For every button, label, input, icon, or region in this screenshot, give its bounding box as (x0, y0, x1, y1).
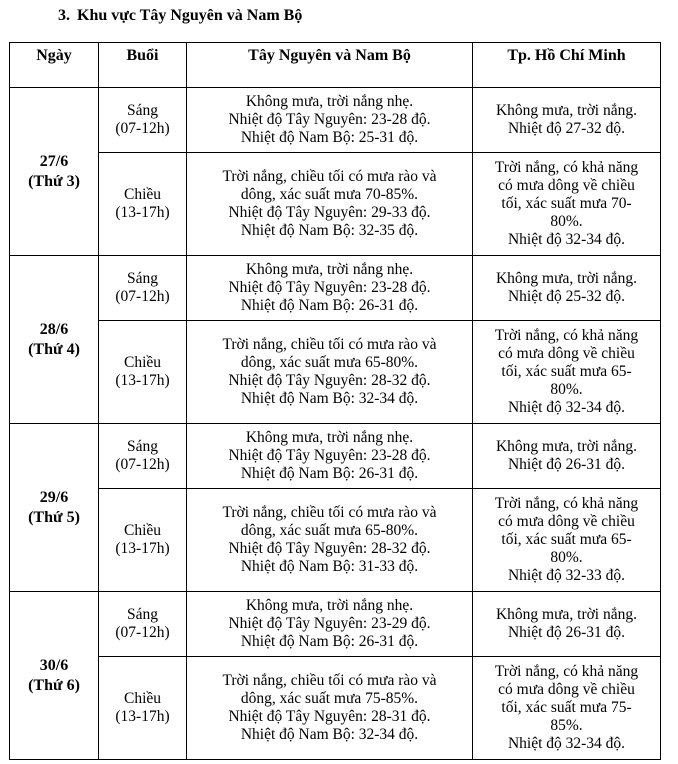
day-cell (10, 424, 99, 592)
region-forecast-line: Nhiệt độ Nam Bộ: 26-31 độ. (240, 465, 419, 482)
day-weekday: (Thứ 3) (28, 172, 80, 190)
forecast-body (10, 88, 661, 760)
region-forecast-line: Nhiệt độ Nam Bộ: 26-31 độ. (240, 297, 419, 314)
header-region: Tây Nguyên và Nam Bộ (187, 43, 473, 88)
day-date: 29/6 (39, 488, 69, 506)
day-cell (10, 256, 99, 424)
section-title: Khu vực Tây Nguyên và Nam Bộ (77, 7, 303, 24)
hcm-forecast-line: có mưa dông về chiều (498, 513, 635, 530)
hcm-forecast-cell (473, 424, 661, 489)
session-label: Sáng (127, 102, 158, 119)
region-forecast-line: dông, xác suất mưa 65-80%. (240, 354, 419, 371)
region-forecast-line: Không mưa, trời nắng nhẹ. (245, 429, 414, 446)
day-weekday: (Thứ 4) (28, 340, 80, 358)
hcm-forecast-line: 85%. (550, 717, 583, 734)
region-forecast-line: Nhiệt độ Tây Nguyên: 29-33 độ. (228, 204, 431, 221)
hcm-forecast-line: Nhiệt độ 32-34 độ. (507, 735, 626, 752)
table-row-morning (10, 256, 661, 321)
region-forecast-line: dông, xác suất mưa 65-80%. (240, 522, 419, 539)
hcm-forecast-line: 80%. (550, 381, 583, 398)
hcm-forecast-line: Trời nắng, có khả năng (494, 159, 639, 176)
region-forecast-cell (187, 256, 473, 321)
region-forecast-line: Nhiệt độ Tây Nguyên: 23-28 độ. (228, 279, 431, 296)
region-forecast-line: Trời nắng, chiều tối có mưa rào và (222, 168, 437, 185)
session-label: Chiều (123, 354, 162, 371)
region-forecast-cell (187, 88, 473, 153)
hcm-forecast-line: Không mưa, trời nắng. (495, 270, 637, 287)
hcm-forecast-line: tối, xác suất mưa 70- (501, 195, 632, 212)
session-hours: (13-17h) (115, 708, 170, 725)
session-cell (99, 88, 187, 153)
hcm-forecast-cell (473, 88, 661, 153)
header-hcm: Tp. Hồ Chí Minh (473, 43, 661, 88)
region-forecast-cell (187, 657, 473, 760)
session-hours: (07-12h) (115, 624, 170, 641)
session-cell (99, 657, 187, 760)
session-label: Chiều (123, 186, 162, 203)
region-forecast-line: Trời nắng, chiều tối có mưa rào và (222, 504, 437, 521)
hcm-forecast-cell (473, 657, 661, 760)
hcm-forecast-line: tối, xác suất mưa 65- (501, 363, 632, 380)
section-heading (58, 6, 302, 26)
region-forecast-line: Nhiệt độ Tây Nguyên: 23-28 độ. (228, 447, 431, 464)
day-weekday: (Thứ 5) (28, 508, 80, 526)
hcm-forecast-line: Nhiệt độ 26-31 độ. (507, 624, 626, 641)
session-hours: (13-17h) (115, 540, 170, 557)
session-hours: (07-12h) (115, 288, 170, 305)
region-forecast-line: Nhiệt độ Nam Bộ: 25-31 độ. (240, 129, 419, 146)
session-cell (99, 256, 187, 321)
hcm-forecast-line: Trời nắng, có khả năng (494, 663, 639, 680)
region-forecast-line: Nhiệt độ Nam Bộ: 31-33 độ. (240, 558, 419, 575)
day-date: 27/6 (39, 152, 69, 170)
region-forecast-cell (187, 592, 473, 657)
session-cell (99, 489, 187, 592)
hcm-forecast-line: 80%. (550, 213, 583, 230)
region-forecast-line: Nhiệt độ Nam Bộ: 26-31 độ. (240, 633, 419, 650)
session-label: Chiều (123, 522, 162, 539)
hcm-forecast-line: Nhiệt độ 32-34 độ. (507, 231, 626, 248)
region-forecast-cell (187, 424, 473, 489)
hcm-forecast-line: có mưa dông về chiều (498, 345, 635, 362)
hcm-forecast-cell (473, 489, 661, 592)
hcm-forecast-line: có mưa dông về chiều (498, 681, 635, 698)
session-cell (99, 321, 187, 424)
region-forecast-line: Nhiệt độ Nam Bộ: 32-35 độ. (240, 222, 419, 239)
region-forecast-line: Trời nắng, chiều tối có mưa rào và (222, 672, 437, 689)
session-cell (99, 153, 187, 256)
region-forecast-cell (187, 153, 473, 256)
hcm-forecast-line: Trời nắng, có khả năng (494, 327, 639, 344)
session-hours: (13-17h) (115, 204, 170, 221)
table-row-afternoon (10, 489, 661, 592)
hcm-forecast-line: Không mưa, trời nắng. (495, 102, 637, 119)
session-label: Sáng (127, 438, 158, 455)
hcm-forecast-line: Nhiệt độ 27-32 độ. (507, 120, 626, 137)
day-cell (10, 88, 99, 256)
session-label: Sáng (127, 270, 158, 287)
day-cell (10, 592, 99, 760)
header-day: Ngày (10, 43, 99, 88)
region-forecast-line: Không mưa, trời nắng nhẹ. (245, 93, 414, 110)
table-row-afternoon (10, 153, 661, 256)
region-forecast-line: Không mưa, trời nắng nhẹ. (245, 597, 414, 614)
forecast-table (9, 42, 661, 760)
hcm-forecast-line: có mưa dông về chiều (498, 177, 635, 194)
hcm-forecast-line: tối, xác suất mưa 75- (501, 699, 632, 716)
hcm-forecast-cell (473, 256, 661, 321)
table-row-afternoon (10, 657, 661, 760)
region-forecast-line: Nhiệt độ Nam Bộ: 32-34 độ. (240, 390, 419, 407)
session-label: Chiều (123, 690, 162, 707)
hcm-forecast-line: Nhiệt độ 26-31 độ. (507, 456, 626, 473)
day-date: 30/6 (39, 656, 69, 674)
section-number: 3. (58, 7, 70, 24)
hcm-forecast-line: Nhiệt độ 32-34 độ. (507, 399, 626, 416)
table-row-morning (10, 88, 661, 153)
table-row-morning (10, 424, 661, 489)
hcm-forecast-line: Không mưa, trời nắng. (495, 438, 637, 455)
region-forecast-line: Nhiệt độ Tây Nguyên: 23-29 độ. (228, 615, 431, 632)
session-label: Sáng (127, 606, 158, 623)
region-forecast-cell (187, 321, 473, 424)
region-forecast-line: Nhiệt độ Tây Nguyên: 28-32 độ. (228, 372, 431, 389)
region-forecast-line: Không mưa, trời nắng nhẹ. (245, 261, 414, 278)
hcm-forecast-line: Không mưa, trời nắng. (495, 606, 637, 623)
table-row-morning (10, 592, 661, 657)
hcm-forecast-line: Trời nắng, có khả năng (494, 495, 639, 512)
hcm-forecast-cell (473, 592, 661, 657)
table-header-row (10, 43, 661, 88)
session-cell (99, 592, 187, 657)
session-cell (99, 424, 187, 489)
region-forecast-line: Trời nắng, chiều tối có mưa rào và (222, 336, 437, 353)
region-forecast-line: dông, xác suất mưa 75-85%. (240, 690, 419, 707)
day-weekday: (Thứ 6) (28, 676, 80, 694)
session-hours: (07-12h) (115, 120, 170, 137)
hcm-forecast-line: Nhiệt độ 32-33 độ. (507, 567, 626, 584)
hcm-forecast-line: tối, xác suất mưa 65- (501, 531, 632, 548)
header-session: Buổi (99, 43, 187, 88)
region-forecast-line: Nhiệt độ Tây Nguyên: 28-32 độ. (228, 540, 431, 557)
region-forecast-line: dông, xác suất mưa 70-85%. (240, 186, 419, 203)
hcm-forecast-cell (473, 321, 661, 424)
region-forecast-line: Nhiệt độ Nam Bộ: 32-34 độ. (240, 726, 419, 743)
region-forecast-line: Nhiệt độ Tây Nguyên: 28-31 độ. (228, 708, 431, 725)
region-forecast-cell (187, 489, 473, 592)
region-forecast-line: Nhiệt độ Tây Nguyên: 23-28 độ. (228, 111, 431, 128)
hcm-forecast-cell (473, 153, 661, 256)
hcm-forecast-line: 80%. (550, 549, 583, 566)
session-hours: (07-12h) (115, 456, 170, 473)
session-hours: (13-17h) (115, 372, 170, 389)
hcm-forecast-line: Nhiệt độ 25-32 độ. (507, 288, 626, 305)
day-date: 28/6 (39, 320, 69, 338)
table-row-afternoon (10, 321, 661, 424)
